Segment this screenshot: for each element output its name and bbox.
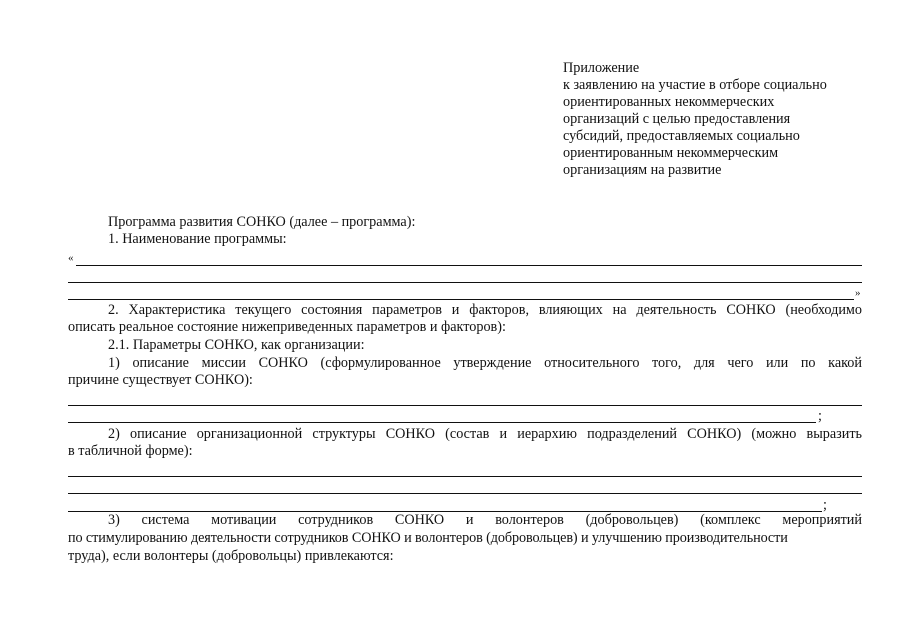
sub-1-text: 1) описание миссии СОНКО (сформулированное утверждение относительного того, для чего или по какой	[108, 355, 862, 371]
sub-3-text: 3) система мотивации сотрудников СОНКО и волонтеров (добровольцев) (комплекс мероприятий	[108, 512, 862, 528]
semicolon: ;	[818, 408, 822, 424]
sub-2-text: 2) описание организационной структуры СОНКО (состав и иерархию подразделений СОНКО) (можно выразить	[108, 426, 862, 442]
appendix-header	[563, 60, 827, 179]
appendix-line: субсидий, предоставляемых социально	[563, 128, 800, 144]
mission-fill-line[interactable]	[68, 405, 862, 406]
sub-3-text: по стимулированию деятельности сотрудников СОНКО и волонтеров (добровольцев) и улучшению производительности	[68, 530, 788, 546]
structure-fill-line[interactable]	[68, 493, 862, 494]
open-quote: «	[68, 252, 74, 264]
item-2-text: 2. Характеристика текущего состояния параметров и факторов, влияющих на деятельность СОНКО (необходимо	[108, 302, 862, 318]
appendix-line: к заявлению на участие в отборе социально	[563, 77, 827, 93]
item-1-program-name: 1. Наименование программы:	[108, 231, 287, 247]
sub-2-text: в табличной форме):	[68, 443, 193, 459]
mission-fill-line[interactable]	[68, 422, 816, 423]
program-name-fill-line[interactable]	[76, 265, 862, 266]
structure-fill-line[interactable]	[68, 476, 862, 477]
sub-1-text: причине существует СОНКО):	[68, 372, 253, 388]
appendix-line: ориентированным некоммерческим	[563, 145, 779, 161]
sub-3-text: труда), если волонтеры (добровольцы) привлекаются:	[68, 548, 394, 564]
item-2-1-text: 2.1. Параметры СОНКО, как организации:	[108, 337, 365, 353]
item-2-text: описать реальное состояние нижеприведенных параметров и факторов):	[68, 319, 506, 335]
appendix-line: организациям на развитие	[563, 162, 722, 178]
program-intro: Программа развития СОНКО (далее – программа):	[108, 214, 416, 230]
appendix-title: Приложение	[563, 60, 640, 76]
semicolon: ;	[823, 497, 827, 513]
appendix-line: ориентированных некоммерческих	[563, 94, 775, 110]
close-quote: »	[855, 287, 861, 299]
program-name-fill-line[interactable]	[68, 282, 862, 283]
program-name-fill-line[interactable]	[68, 299, 854, 300]
appendix-line: организаций с целью предоставления	[563, 111, 791, 127]
